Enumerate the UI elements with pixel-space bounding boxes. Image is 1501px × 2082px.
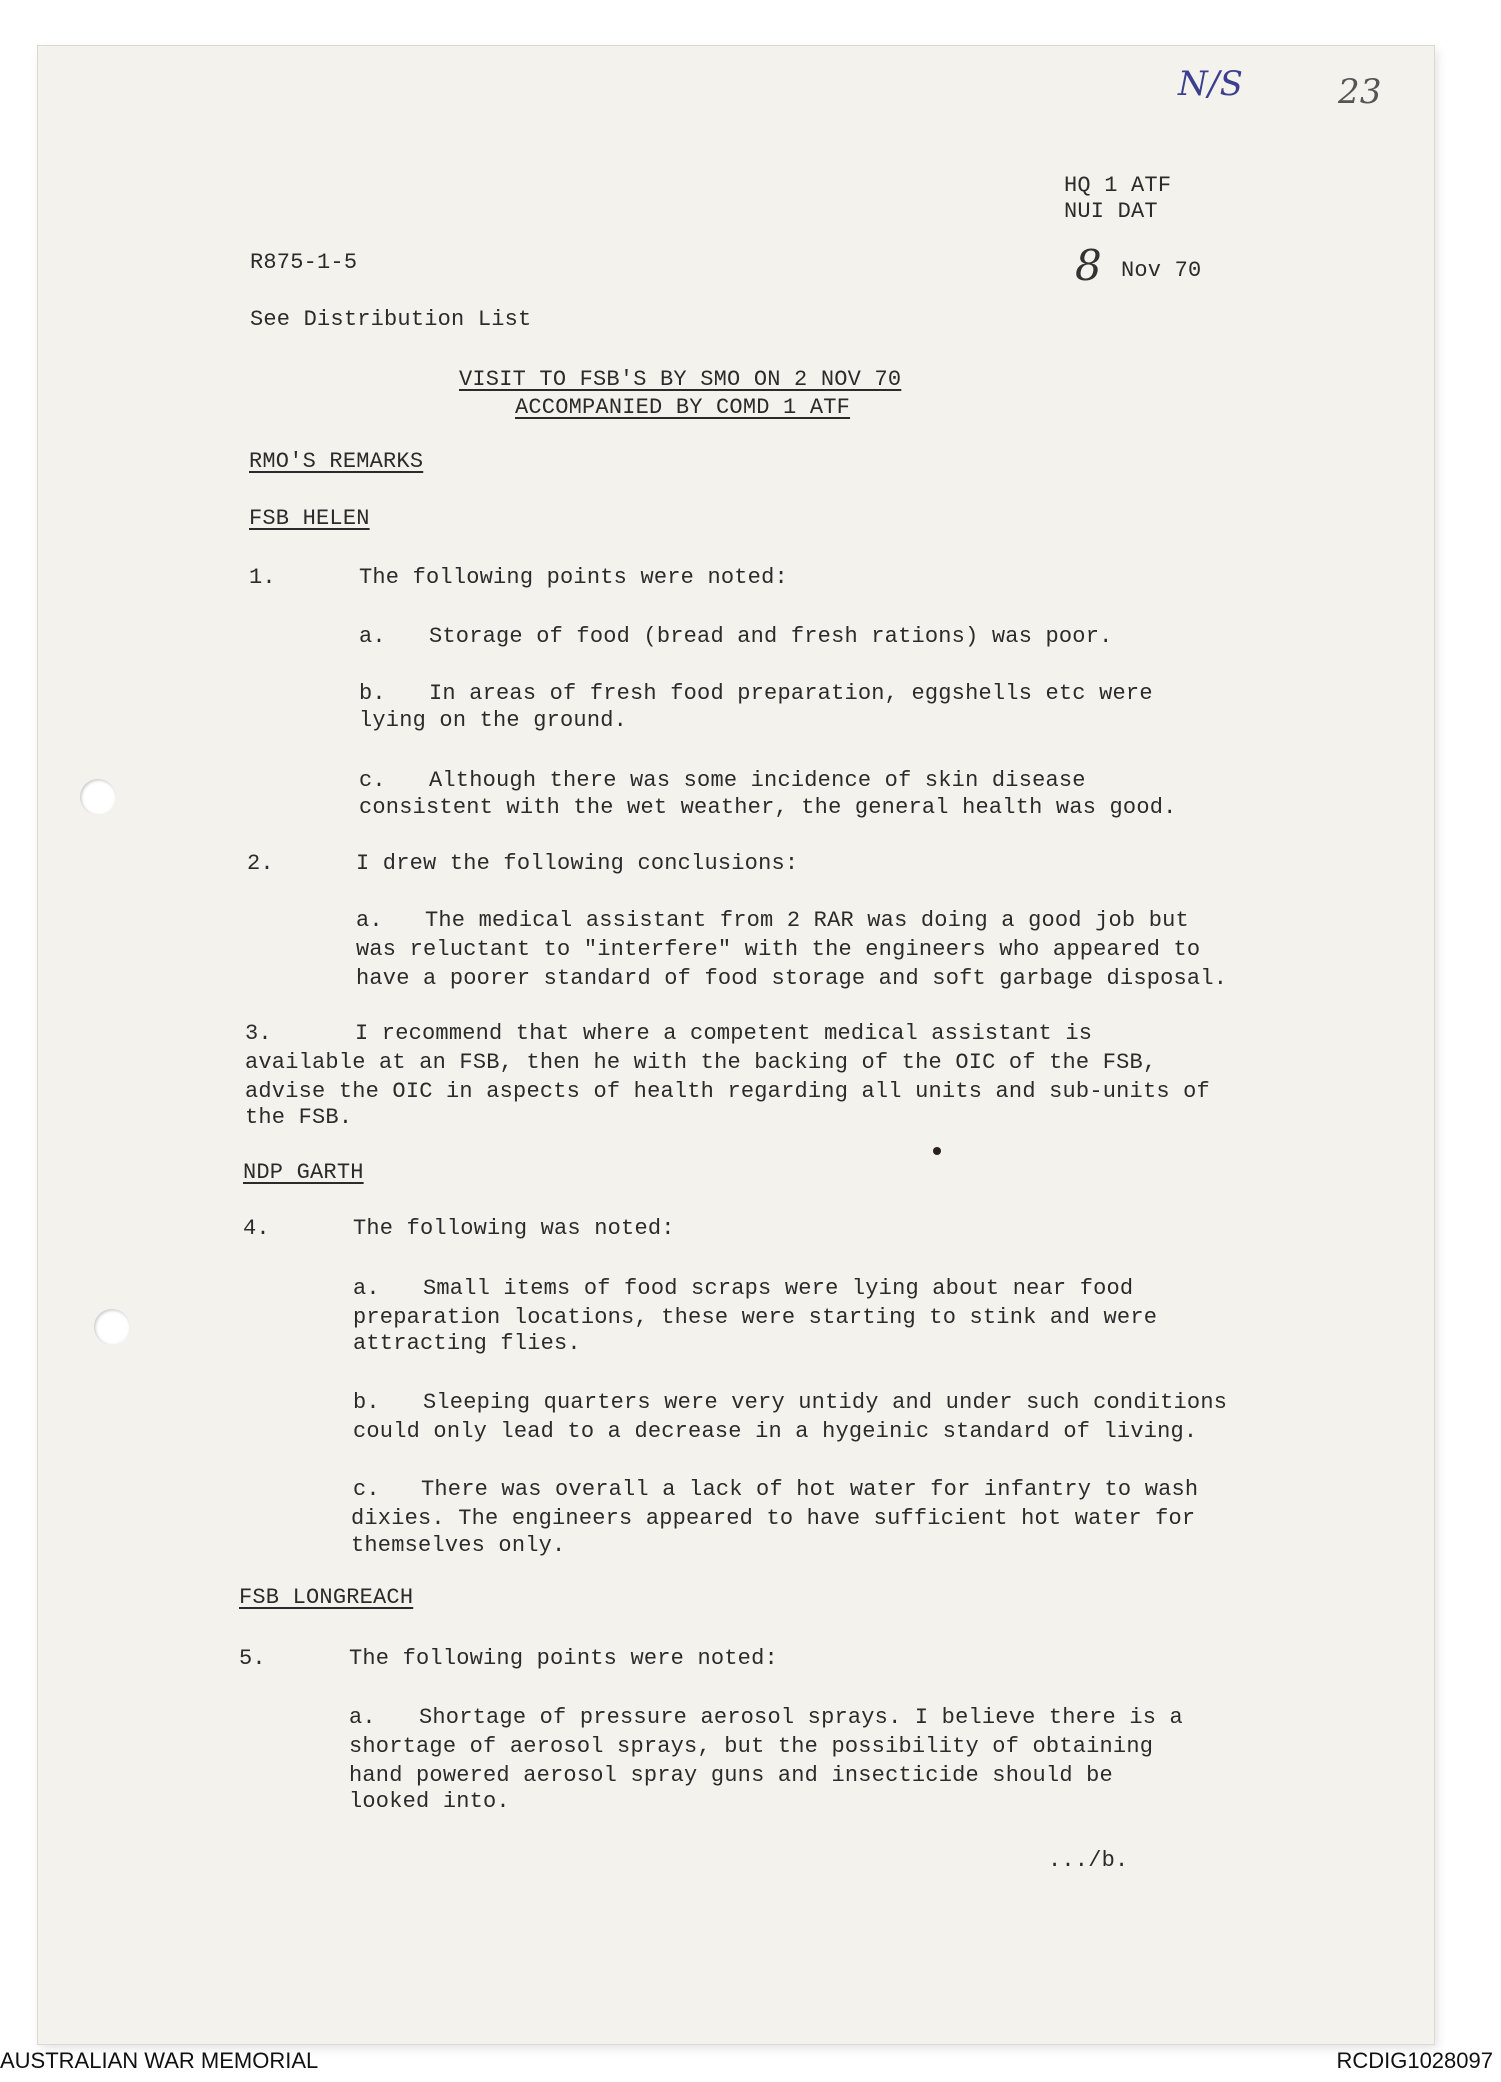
- file-reference: R875-1-5: [250, 250, 358, 275]
- para-3-line-3: advise the OIC in aspects of health regarding all units and sub-units of: [245, 1079, 1210, 1104]
- para-5a-marker: a.: [349, 1705, 376, 1730]
- para-1c-line-1: Although there was some incidence of skin disease: [429, 768, 1086, 793]
- punch-hole-lower: [94, 1309, 130, 1345]
- para-4-text: The following was noted:: [353, 1216, 675, 1241]
- date-month-year: Nov 70: [1121, 258, 1202, 283]
- para-2a-line-3: have a poorer standard of food storage and soft garbage disposal.: [356, 966, 1228, 991]
- para-4c-line-3: themselves only.: [351, 1533, 566, 1558]
- para-2-number: 2.: [247, 851, 274, 876]
- punch-hole-upper: [80, 779, 116, 815]
- para-4-number: 4.: [243, 1216, 270, 1241]
- section-heading-rmo-remarks: RMO'S REMARKS: [249, 449, 424, 474]
- para-1-text: The following points were noted:: [359, 565, 788, 590]
- header-hq: HQ 1 ATF: [1064, 173, 1172, 198]
- para-5a-line-3: hand powered aerosol spray guns and insecticide should be: [349, 1763, 1113, 1788]
- continuation-marker: .../b.: [1048, 1848, 1129, 1873]
- footer-record-id: RCDIG1028097: [1336, 2048, 1493, 2073]
- para-1b-line-2: lying on the ground.: [359, 708, 628, 733]
- document-title-line-2: ACCOMPANIED BY COMD 1 ATF: [515, 395, 851, 420]
- para-2-text: I drew the following conclusions:: [356, 851, 799, 876]
- para-1b-line-1: In areas of fresh food preparation, eggshells etc were: [429, 681, 1153, 706]
- para-4c-line-2: dixies. The engineers appeared to have sufficient hot water for: [351, 1506, 1196, 1531]
- section-heading-fsb-helen: FSB HELEN: [249, 506, 370, 531]
- para-4a-line-2: preparation locations, these were starting to stink and were: [353, 1305, 1158, 1330]
- para-2a-marker: a.: [356, 908, 383, 933]
- para-4a-line-3: attracting flies.: [353, 1331, 581, 1356]
- handwritten-mark: N/S: [1178, 64, 1244, 104]
- para-1a-line-1: Storage of food (bread and fresh rations) was poor.: [429, 624, 1113, 649]
- para-5a-line-2: shortage of aerosol sprays, but the possibility of obtaining: [349, 1734, 1154, 1759]
- para-4b-line-1: Sleeping quarters were very untidy and under such conditions: [423, 1390, 1228, 1415]
- para-4b-line-2: could only lead to a decrease in a hygeinic standard of living.: [353, 1419, 1198, 1444]
- para-5-number: 5.: [239, 1646, 266, 1671]
- header-location: NUI DAT: [1064, 199, 1158, 224]
- para-1b-marker: b.: [359, 681, 386, 706]
- section-heading-fsb-longreach: FSB LONGREACH: [239, 1585, 414, 1610]
- document-title-line-1: VISIT TO FSB'S BY SMO ON 2 NOV 70: [459, 367, 902, 392]
- section-heading-ndp-garth: NDP GARTH: [243, 1160, 364, 1185]
- date-day-handwritten: 8: [1075, 241, 1102, 290]
- ink-spot: [933, 1147, 941, 1155]
- para-1-number: 1.: [249, 565, 276, 590]
- para-5a-line-4: looked into.: [349, 1789, 510, 1814]
- para-4c-marker: c.: [353, 1477, 380, 1502]
- para-1a-marker: a.: [359, 624, 386, 649]
- para-4b-marker: b.: [353, 1390, 380, 1415]
- para-3-line-4: the FSB.: [245, 1105, 353, 1130]
- para-5a-line-1: Shortage of pressure aerosol sprays. I believe there is a: [419, 1705, 1183, 1730]
- para-2a-line-2: was reluctant to "interfere" with the engineers who appeared to: [356, 937, 1201, 962]
- para-1c-marker: c.: [359, 768, 386, 793]
- para-3-number: 3.: [245, 1021, 272, 1046]
- para-5-text: The following points were noted:: [349, 1646, 778, 1671]
- para-3-line-1: I recommend that where a competent medical assistant is: [355, 1021, 1093, 1046]
- para-2a-line-1: The medical assistant from 2 RAR was doing a good job but: [425, 908, 1189, 933]
- para-4a-marker: a.: [353, 1276, 380, 1301]
- para-3-line-2: available at an FSB, then he with the backing of the OIC of the FSB,: [245, 1050, 1157, 1075]
- para-1c-line-2: consistent with the wet weather, the general health was good.: [359, 795, 1177, 820]
- para-4c-line-1: There was overall a lack of hot water for infantry to wash: [421, 1477, 1199, 1502]
- para-4a-line-1: Small items of food scraps were lying about near food: [423, 1276, 1134, 1301]
- handwritten-folio-number: 23: [1338, 72, 1382, 112]
- addressee: See Distribution List: [250, 307, 532, 332]
- footer-source-label: AUSTRALIAN WAR MEMORIAL: [0, 2048, 319, 2073]
